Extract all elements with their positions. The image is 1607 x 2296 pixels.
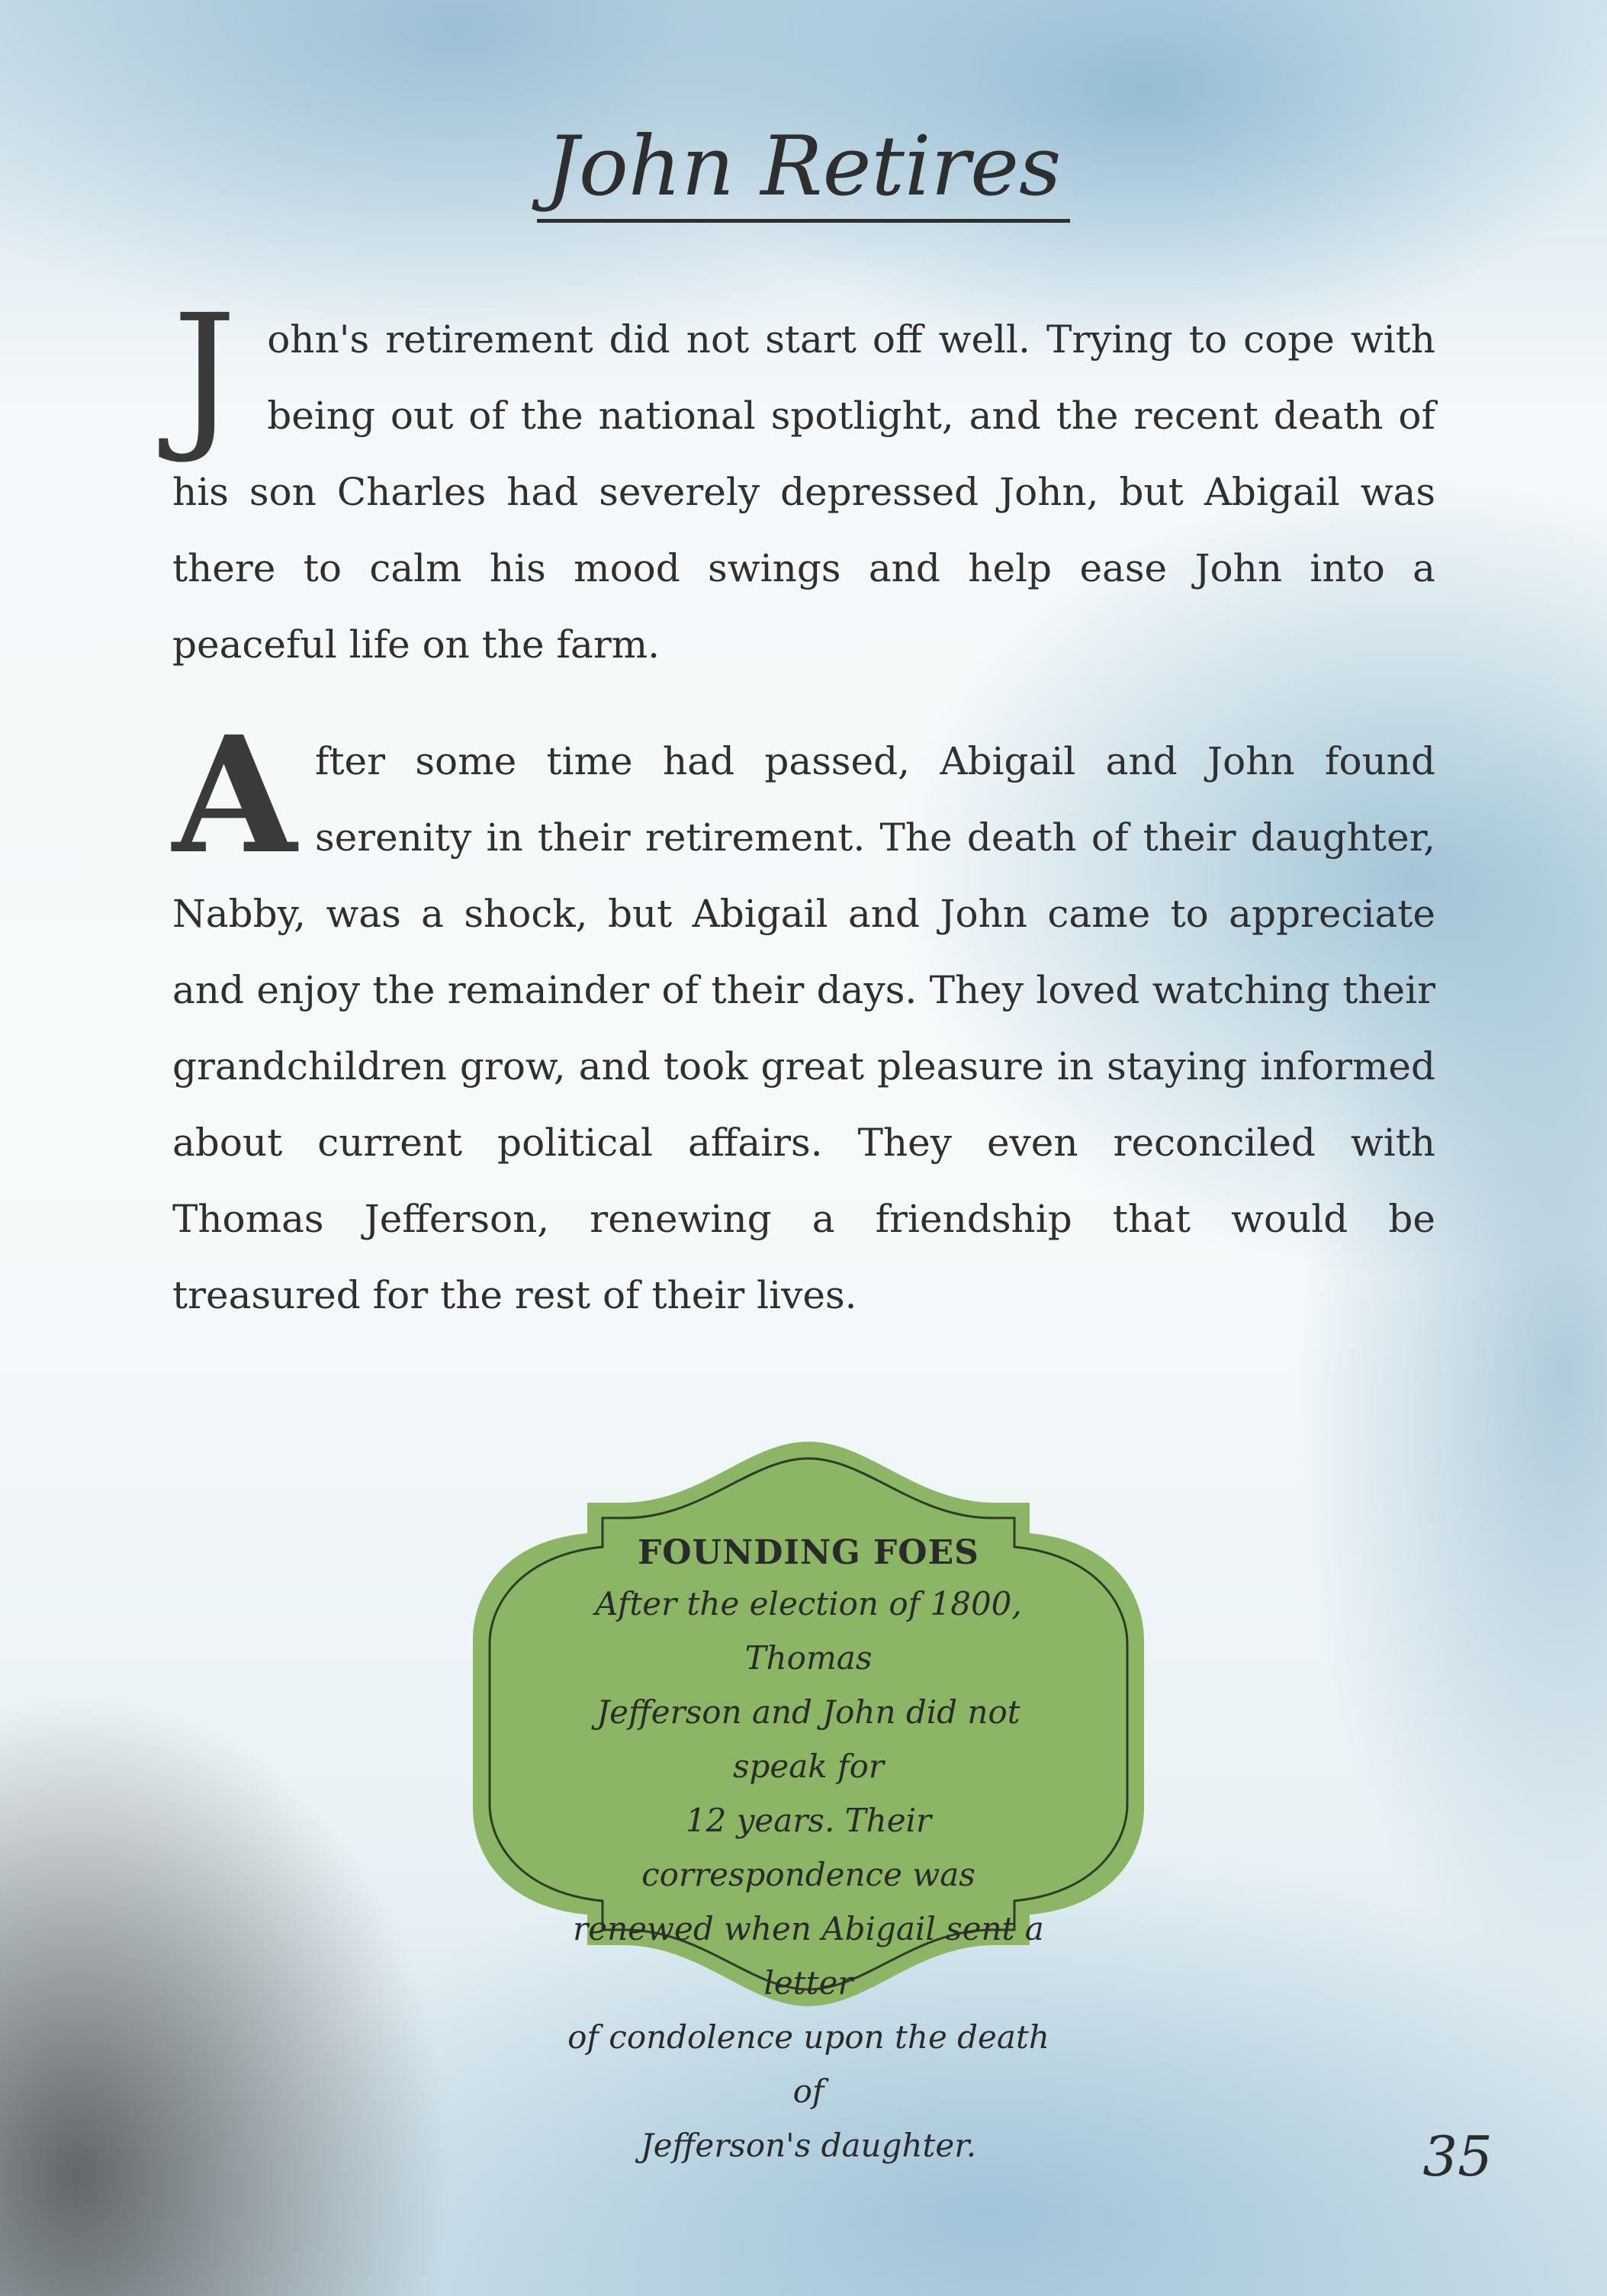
callout-line: renewed when Abigail sent a letter [573,1910,1044,2002]
page-title: John Retires [537,122,1071,223]
callout-heading: FOUNDING FOES [638,1533,979,1572]
dropcap-1: J [172,280,237,467]
callout-line: 12 years. Their correspondence was [641,1802,975,1893]
callout-content [564,1533,1053,2172]
paragraph-1-text: ohn's retirement did not start off well. Trying to cope with being out of the national spotlight, and the recent death of his son Charles had severely depressed John, but Abigail was there to calm his mood swings and help ease John into a peaceful life on the farm. [172,317,1435,667]
paragraph-2-text: fter some time had passed, Abigail and John found serenity in their retirement. The death of their daughter, Nabby, was a shock, but Abigail and John came to appreciate and enjoy the remainder of their days. They loved watching their grandchildren grow, and took great pleasure in staying informed about current political affairs. They even reconciled with Thomas Jefferson, renewing a friendship that would be treasured for the rest of their lives. [172,739,1435,1317]
callout-line: Jefferson's daughter. [640,2127,977,2164]
callout-line: Jefferson and John did not speak for [596,1693,1020,1785]
founding-foes-callout [473,1442,1144,2164]
callout-line: After the election of 1800, Thomas [595,1585,1022,1677]
page-title-wrap [0,119,1607,223]
paragraph-1 [172,280,1435,683]
page-number: 35 [1422,2124,1493,2188]
callout-body [564,1577,1053,2172]
callout-line: of condolence upon the death of [567,2018,1049,2110]
paragraph-2 [172,701,1435,1333]
dropcap-2: A [172,701,297,889]
